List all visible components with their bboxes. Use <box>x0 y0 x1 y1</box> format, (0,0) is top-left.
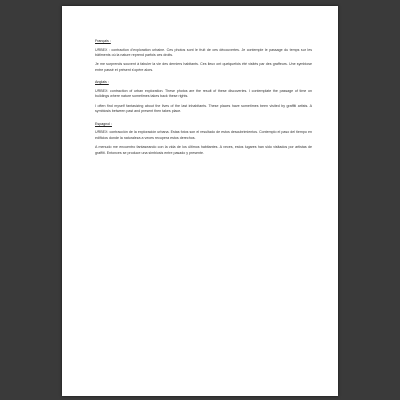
section-heading: Anglais : <box>95 80 109 85</box>
section-spanish <box>95 122 312 156</box>
paragraph: URBEX : contraction d'exploration urbaine. Ces photos sont le fruit de ces découvertes. Je contemple le passage du temps sur les bâtiments où la nature reprend parfois ces droits. <box>95 47 312 58</box>
section-french <box>95 39 312 73</box>
paragraph: Je me surprends souvent à fabuler la vie des derniers habitants. Ces lieux ont quelquefois été visités par des graffeurs. Une symbiose entre passé et présent s'opère alors. <box>95 62 312 72</box>
paragraph: A menudo me encuentro fantaseando con la vida de los últimos habitantes. A veces, estos lugares han sido visitados por artistas de graffiti. Entonces se produce una simbiosis entre pasado y presente. <box>95 144 312 155</box>
paragraph: URBEX: contraction of urban exploration. These photos are the result of these discoveries. I contemplate the passage of time on buildings where nature sometimes takes back these rights. <box>95 88 312 99</box>
section-heading: Espagnol : <box>95 121 112 126</box>
paragraph: I often find myself fantasizing about the lives of the last inhabitants. These places have sometimes been visited by graffiti artists. A symbiosis between past and present then takes place. <box>95 103 312 114</box>
section-heading: Français : <box>95 39 111 43</box>
paragraph: URBEX: contracción de la exploración urbana. Estas fotos son el resultado de estos descubrimientos. Contemplo el paso del tiempo en edificios donde la naturaleza a veces recupera estos derechos. <box>95 130 312 140</box>
document-page <box>62 6 338 396</box>
section-english <box>95 80 312 114</box>
